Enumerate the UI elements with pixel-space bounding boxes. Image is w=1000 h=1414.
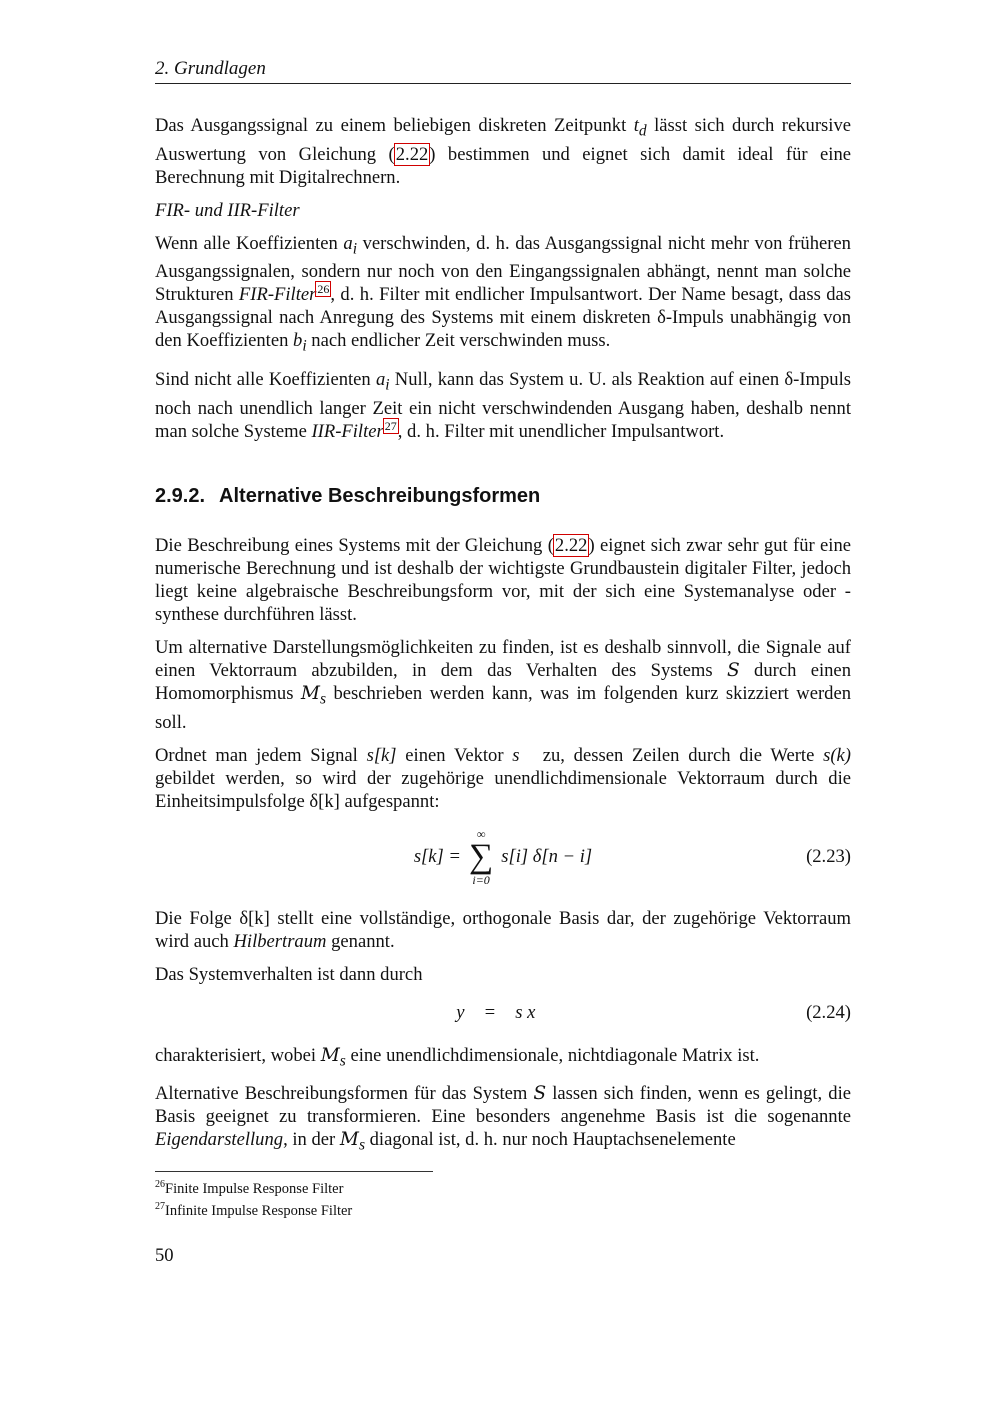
footnote-ref-26[interactable]: 26: [317, 282, 330, 297]
footnote-mark: 27: [155, 1200, 165, 1212]
text-run: lässt sich durch rekursive Auswertung von Gleichung: [155, 115, 851, 165]
text-run: stellt eine vollständige, orthogonale Basis dar, der zugehörige Vektorraum wird auch: [155, 907, 852, 952]
footnote-26: [155, 1176, 433, 1198]
text-run: diagonal ist, d. h. nur noch Hauptachsenelemente: [364, 1129, 736, 1151]
math-system-symbol: S: [726, 659, 740, 681]
paragraph-basis: [155, 907, 851, 953]
footnote-27: [155, 1198, 433, 1220]
equation-ref-link[interactable]: 2.22: [395, 143, 429, 165]
text-run: bestimmen und eignet sich damit ideal für eine Berechnung mit Digitalrechnern.: [155, 143, 851, 188]
math-sub: i: [352, 240, 358, 258]
math-expr: δ[k]: [239, 907, 270, 929]
term-eigendarstellung: Eigendarstellung: [155, 1129, 284, 1151]
text-run: lassen sich finden, wenn es gelingt, die Basis geeignet zu transformieren. Eine besonders angenehme Basis ist die sogenannte: [155, 1083, 851, 1128]
footnote-text: Infinite Impulse Response Filter: [165, 1202, 353, 1219]
paragraph-description: Die Beschreibung eines Systems mit der Gleichung (2.22) eignet sich zwar sehr gut für eine numerische Berechnung und ist deshalb der wichtigste Grundbaustein digitaler Filter, jedoch liegt keine algebraische Beschreibungsform vor, mit der sich eine Systemanalyse oder -synthese durchführen lässt.: [155, 534, 852, 625]
sum-operator: [469, 828, 493, 886]
math-sub: s: [339, 1052, 346, 1070]
math-homomorphism-symbol: M: [300, 682, 320, 704]
text-run: Die Beschreibung eines Systems mit der Gleichung: [155, 534, 548, 556]
equation-body: [155, 996, 851, 1030]
text-run: Die Folge: [155, 907, 240, 929]
text-run: verschwinden, d. h. das Ausgangssignal nicht mehr von früheren Ausgangssignalen, sondern nur noch von den Eingangssignalen abhängt, nennt man solche Strukturen: [155, 232, 851, 306]
equation-ref-link[interactable]: 2.22: [554, 534, 588, 556]
math-sub: i: [302, 338, 307, 356]
equation-2-23: [155, 827, 851, 887]
text-run: gebildet werden, so wird der zugehörige unendlichdimensionale Vektorraum durch die Einheitsimpulsfolge: [155, 767, 851, 812]
paragraph-iir: [155, 368, 851, 443]
text-run: aufgespannt:: [339, 790, 440, 812]
math-homomorphism-symbol: M: [320, 1044, 340, 1066]
paragraph-fir: [155, 232, 851, 358]
paragraph-system-behaviour: Das Systemverhalten ist dann durch: [155, 963, 423, 985]
text-run: Alternative Beschreibungsformen für das System: [155, 1083, 534, 1105]
footnote-text: Finite Impulse Response Filter: [165, 1180, 344, 1197]
math-expr: s[k]: [366, 744, 397, 766]
paragraph-characterised: [155, 1044, 851, 1073]
text-run: eine unendlichdimensionale, nichtdiagonale Matrix ist.: [345, 1044, 760, 1066]
footnote-ref-27[interactable]: 27: [384, 418, 397, 433]
equation-body: [155, 827, 851, 887]
equation-lhs: s[k] =: [413, 845, 461, 867]
paragraph-signal-vector: [155, 744, 851, 813]
math-sub: i: [385, 376, 390, 394]
running-head: 2. Grundlagen: [155, 58, 851, 84]
term-iir-filter: IIR-Filter: [311, 420, 384, 442]
text-run: charakterisiert, wobei: [155, 1044, 321, 1066]
footnotes: [155, 1171, 433, 1220]
page-body: [155, 58, 851, 1220]
equation-rhs: s[i] δ[n − i]: [501, 845, 593, 867]
text-run: nach endlicher Zeit verschwinden muss.: [306, 330, 611, 352]
math-expr: s(k): [823, 744, 851, 766]
paragraph-heading: FIR- und IIR-Filter: [155, 199, 300, 221]
math-var: t: [633, 115, 639, 136]
footnote-mark: 26: [155, 1179, 165, 1191]
paragraph-output-signal: Das Ausgangssignal zu einem beliebigen diskreten Zeitpunkt $t_d$ lässt sich durch rekursive Auswertung von Gleichung (2.22) bestimmen und eignet sich damit ideal für eine Berechnung mit Digitalrechnern.: [155, 115, 851, 188]
text-run: , d. h. Filter mit unendlicher Impulsantwort.: [397, 420, 725, 442]
section-heading: [155, 485, 851, 508]
text-run: durch einen Homomorphismus: [155, 659, 851, 704]
text-run: Null, kann das System u. U. als Reaktion auf einen δ-Impuls noch nach unendlich langer Zeit ein nicht verschwindenden Ausgang haben, deshalb nennt man solche Systeme: [155, 369, 851, 442]
text-run: beschrieben werden kann, was im folgenden kurz skizziert werden soll.: [155, 682, 851, 733]
text-run: einen Vektor: [396, 744, 513, 766]
equation-number: (2.23): [806, 845, 851, 867]
term-fir-filter: FIR-Filter: [238, 284, 317, 306]
text-run: , d. h. Filter mit endlicher Impulsantwort. Der Name besagt, dass das Ausgangssignal nach Anregung des Systems mit einem diskreten δ-Impuls unabhängig von den Koeffizienten: [155, 284, 851, 352]
equation-2-24: [155, 996, 851, 1030]
text-run: Das Ausgangssignal zu einem beliebigen diskreten Zeitpunkt: [155, 115, 634, 136]
math-system-symbol: S: [533, 1083, 547, 1105]
math-var: b: [293, 330, 303, 352]
paragraph-alternatives: [155, 1082, 851, 1157]
text-run: eignet sich zwar sehr gut für eine numerische Berechnung und ist deshalb der wichtigste Grundbaustein digitaler Filter, jedoch liegt keine algebraische Beschreibungsform vor, mit der sich eine Systemanalyse oder -synthese durchführen lässt.: [155, 534, 852, 625]
text-run: Sind nicht alle Koeffizienten: [155, 369, 376, 391]
math-sub: d: [638, 122, 647, 140]
math-vector: s⃗: [512, 744, 534, 766]
text-run: zu, dessen Zeilen durch die Werte: [533, 744, 824, 766]
equation-number: (2.24): [806, 1001, 851, 1023]
page-number: 50: [155, 1245, 174, 1266]
math-sub: s: [358, 1137, 365, 1155]
paragraph-vector-space: [155, 636, 851, 734]
text-run: Um alternative Darstellungsmöglichkeiten zu finden, ist es deshalb sinnvoll, die Signale auf einen Vektorraum abzubilden, in dem das Verhalten des Systems: [155, 636, 851, 681]
sum-lower-limit: i=0: [472, 872, 490, 887]
text-run: , in der: [283, 1129, 340, 1151]
text-run: Wenn alle Koeffizienten: [155, 232, 344, 254]
term-hilbertraum: Hilbertraum: [233, 930, 327, 952]
text-run: genannt.: [326, 930, 395, 952]
math-var: a: [375, 369, 386, 391]
math-sub: s: [319, 690, 326, 708]
text-run: Ordnet man jedem Signal: [155, 744, 367, 766]
equation-expr: y⃗ = ℳs x⃗: [456, 1001, 550, 1023]
math-homomorphism-symbol: M: [339, 1129, 359, 1151]
section-number: 2.9.2.: [155, 484, 206, 507]
section-title: Alternative Beschreibungsformen: [219, 484, 541, 507]
sum-upper-limit: ∞: [476, 826, 486, 841]
math-expr: δ[k]: [309, 790, 340, 812]
sigma-icon: ∑: [468, 837, 494, 875]
math-var: a: [343, 232, 353, 254]
